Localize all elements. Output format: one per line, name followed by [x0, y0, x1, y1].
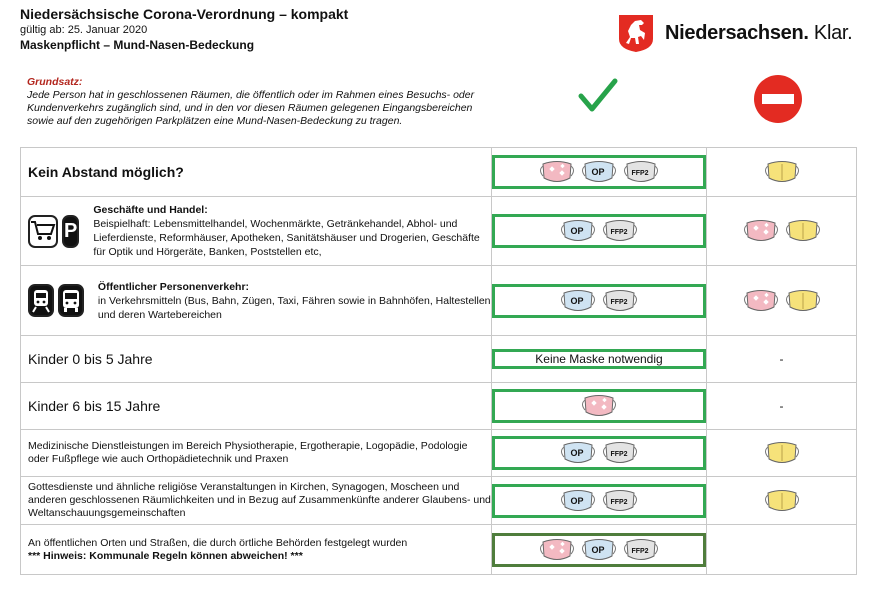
yellow-mask-icon — [762, 487, 802, 515]
not-allowed-masks — [707, 487, 856, 515]
allowed-box — [492, 389, 706, 423]
table-row — [21, 383, 857, 430]
allowed-box — [492, 214, 706, 248]
not-allowed-cell — [707, 430, 857, 477]
allowed-cell — [492, 525, 707, 575]
allowed-box — [492, 484, 706, 518]
ffp2-mask-icon — [600, 439, 640, 467]
op-mask-label: OP — [570, 295, 584, 306]
not-applicable-dash: - — [779, 399, 784, 413]
allowed-cell — [492, 477, 707, 525]
checkmark-icon — [578, 78, 618, 114]
row-label-cell — [21, 383, 492, 430]
op-mask-label: OP — [591, 544, 605, 555]
mask-rules-table — [20, 147, 857, 575]
no-entry-icon — [753, 74, 803, 124]
allowed-box — [492, 436, 706, 470]
logo-suffix: Klar. — [808, 21, 853, 44]
not-allowed-masks — [707, 217, 856, 245]
not-allowed-cell — [707, 477, 857, 525]
op-mask-label: OP — [570, 448, 584, 458]
ffp2-mask-label: FFP2 — [631, 547, 649, 555]
yellow-mask-icon — [762, 158, 802, 186]
table-row — [21, 430, 857, 477]
pink-mask-icon — [741, 217, 781, 245]
document-title: Niedersächsische Corona-Verordnung – kompakt — [20, 6, 349, 22]
allowed-masks — [557, 487, 641, 515]
op-mask-icon — [579, 536, 619, 564]
not-allowed-cell — [707, 197, 857, 266]
principle-label: Grundsatz: — [27, 76, 83, 88]
table-row — [21, 477, 857, 525]
row-heading: Geschäfte und Handel: — [93, 204, 208, 216]
not-allowed-cell — [707, 383, 857, 430]
row-note: *** Hinweis: Kommunale Regeln können abweichen! *** — [28, 549, 303, 562]
ffp2-mask-label: FFP2 — [610, 498, 628, 506]
not-allowed-cell — [707, 148, 857, 197]
allowed-masks — [536, 536, 662, 564]
op-mask-icon — [558, 487, 598, 515]
horse-icon — [617, 13, 655, 53]
allowed-masks — [557, 217, 641, 245]
ffp2-mask-icon — [621, 158, 661, 186]
op-mask-label: OP — [570, 226, 584, 236]
document-subtitle: Maskenpflicht – Mund-Nasen-Bedeckung — [20, 38, 255, 52]
row-description — [93, 203, 491, 259]
allowed-cell — [492, 148, 707, 197]
train-icon — [28, 284, 54, 317]
ffp2-mask-icon — [600, 487, 640, 515]
row-label-cell — [21, 266, 492, 336]
table-row — [21, 525, 857, 575]
row-label-cell — [21, 336, 492, 383]
row-label: Kein Abstand möglich? — [28, 164, 184, 180]
row-label-cell — [21, 477, 492, 525]
pink-mask-icon — [537, 158, 577, 186]
ffp2-mask-icon — [600, 287, 640, 315]
row-label-cell — [21, 148, 492, 197]
op-mask-icon — [579, 158, 619, 186]
allowed-cell — [492, 266, 707, 336]
op-mask-icon — [558, 287, 598, 315]
op-mask-label: OP — [570, 495, 584, 506]
allowed-cell — [492, 430, 707, 477]
not-applicable-dash: - — [779, 352, 784, 366]
pink-mask-icon — [537, 536, 577, 564]
not-allowed-cell — [707, 336, 857, 383]
row-label: Kinder 0 bis 5 Jahre — [28, 351, 153, 367]
allowed-box — [492, 533, 706, 567]
niedersachsen-logo — [617, 13, 852, 53]
allowed-masks — [557, 439, 641, 467]
yellow-mask-icon — [762, 439, 802, 467]
allowed-masks — [536, 158, 662, 186]
shopping-cart-icon — [28, 215, 58, 248]
allowed-box — [492, 284, 706, 318]
yellow-mask-icon — [783, 287, 823, 315]
valid-from-date: gültig ab: 25. Januar 2020 — [20, 24, 148, 36]
yellow-mask-icon — [783, 217, 823, 245]
ffp2-mask-label: FFP2 — [610, 298, 628, 306]
pink-mask-icon — [741, 287, 781, 315]
table-row — [21, 197, 857, 266]
parking-icon: P — [62, 215, 79, 248]
ffp2-mask-icon — [621, 536, 661, 564]
no-mask-needed-text: Keine Maske notwendig — [535, 352, 663, 366]
table-row — [21, 336, 857, 383]
ffp2-mask-label: FFP2 — [631, 170, 649, 177]
row-label-cell — [21, 197, 492, 266]
row-detail: Beispielhaft: Lebensmittelhandel, Wochenmärkte, Getränkehandel, Abhol- und Lieferdienste, Reformhäuser, Apotheken, Sanitätshäuser und Drogerien, Geschäfte für Optik und Hörgeräte, Banken, Poststellen etc, — [93, 218, 480, 258]
bus-icon — [58, 284, 84, 317]
logo-name: Niedersachsen. — [665, 21, 809, 44]
allowed-box — [492, 155, 706, 189]
row-label-cell — [21, 430, 492, 477]
row-label-cell — [21, 525, 492, 575]
not-allowed-masks — [707, 287, 856, 315]
principle-text: Jede Person hat in geschlossenen Räumen, die öffentlich oder im Rahmen eines Besuchs- oder Kundenverkehrs zugänglich sind, und in den vor diesen Räumen gelegenen Eingangsbereichen sowie auf den zugehörigen Parkplätzen eine Mund-Nasen-Bedeckung zu tragen. — [27, 89, 475, 127]
not-allowed-masks — [707, 158, 856, 186]
logo-wordmark — [665, 22, 852, 45]
not-allowed-cell — [707, 266, 857, 336]
allowed-box — [492, 349, 706, 369]
row-text: Medizinische Dienstleistungen im Bereich Physiotherapie, Ergotherapie, Logopädie, Podologie oder Fußpflege wie auch Orthopädietechnik und Praxen — [28, 440, 468, 465]
ffp2-mask-icon — [600, 217, 640, 245]
row-label: Kinder 6 bis 15 Jahre — [28, 398, 161, 414]
table-row — [21, 148, 857, 197]
allowed-cell — [492, 383, 707, 430]
op-mask-icon — [558, 439, 598, 467]
row-heading: Öffentlicher Personenverkehr: — [97, 280, 250, 293]
allowed-cell — [492, 336, 707, 383]
op-mask-icon — [558, 217, 598, 245]
row-detail: in Verkehrsmitteln (Bus, Bahn, Zügen, Taxi, Fähren sowie in Bahnhöfen, Haltestellen und deren Wartebereichen — [97, 294, 491, 321]
pink-mask-icon — [579, 392, 619, 420]
not-allowed-masks — [707, 439, 856, 467]
not-allowed-cell — [707, 525, 857, 575]
allowed-masks — [557, 287, 641, 315]
ffp2-mask-label: FFP2 — [610, 451, 628, 458]
ffp2-mask-label: FFP2 — [610, 229, 628, 236]
table-row — [21, 266, 857, 336]
op-mask-label: OP — [591, 167, 605, 177]
row-description — [98, 280, 491, 322]
row-text: An öffentlichen Orten und Straßen, die durch örtliche Behörden festgelegt wurden — [28, 536, 408, 549]
allowed-cell — [492, 197, 707, 266]
row-text: Gottesdienste und ähnliche religiöse Veranstaltungen in Kirchen, Synagogen, Moscheen und anderen geschlossenen Räumlichkeiten und in Bezug auf Zusammenkünfte anderer Glaubens- und Weltanschauungsgemeinschaften — [28, 481, 491, 519]
allowed-masks — [578, 392, 620, 420]
